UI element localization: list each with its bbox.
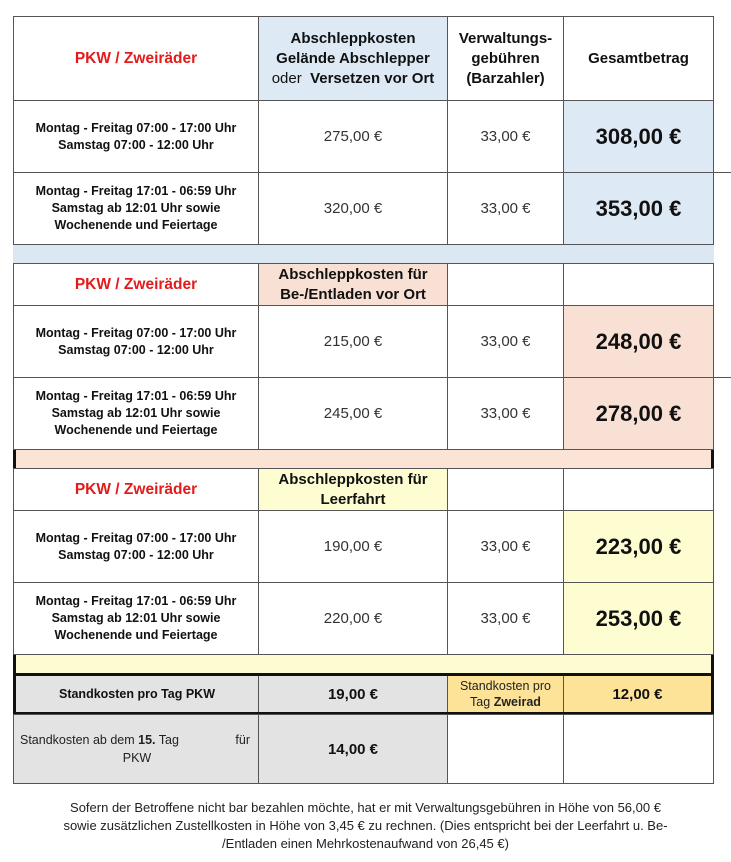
- footnote-line: Sofern der Betroffene nicht bar bezahlen möchte, hat er mit Verwaltungsgebühren in Höhe von 56,00 €: [70, 800, 661, 815]
- day15-line1: [20, 733, 252, 747]
- section1-row2-towing: 320,00 €: [258, 172, 448, 245]
- section2-row1-fee: 33,00 €: [447, 305, 564, 378]
- time-line: Samstag ab 12:01 Uhr sowie: [51, 611, 221, 625]
- time-line: Samstag ab 12:01 Uhr sowie: [51, 406, 221, 420]
- header-line: Abschleppkosten für: [278, 265, 428, 283]
- time-line: Wochenende und Feiertage: [54, 218, 218, 232]
- day15-bold: 15.: [138, 733, 156, 747]
- empty-cell: [563, 263, 714, 306]
- section-separator: [13, 450, 714, 468]
- header-line: (Barzahler): [466, 69, 545, 87]
- day15-prefix: Standkosten ab dem: [20, 733, 135, 747]
- section1-vehicle-label: PKW / Zweiräder: [13, 16, 259, 101]
- header-rest: Versetzen vor Ort: [310, 69, 435, 87]
- section3-row2-towing: 220,00 €: [258, 582, 448, 655]
- section2-row2-time: [13, 377, 259, 450]
- storage-pkw-value: 19,00 €: [259, 676, 447, 712]
- time-line: Samstag ab 12:01 Uhr sowie: [51, 201, 221, 215]
- section1-row2-fee: 33,00 €: [447, 172, 564, 245]
- section2-row1-towing: 215,00 €: [258, 305, 448, 378]
- storage-day15-value: 14,00 €: [258, 714, 448, 784]
- section2-row2-towing: 245,00 €: [258, 377, 448, 450]
- time-line: Samstag 07:00 - 12:00 Uhr: [58, 137, 214, 152]
- section1-row1-time: [13, 100, 259, 173]
- section1-row1-towing: 275,00 €: [258, 100, 448, 173]
- section3-row1-total: 223,00 €: [563, 510, 714, 583]
- header-line: Leerfahrt: [320, 490, 386, 508]
- time-line: Montag - Freitag 07:00 - 17:00 Uhr: [35, 325, 237, 340]
- time-line: Montag - Freitag 17:01 - 06:59 Uhr: [35, 184, 237, 198]
- section3-row1-time: [13, 510, 259, 583]
- header-line: Verwaltungs-: [458, 29, 553, 47]
- header-line: [272, 69, 435, 89]
- header-line: Gelände Abschlepper: [276, 49, 430, 67]
- header-line: gebühren: [471, 49, 540, 67]
- section-separator: [13, 245, 714, 263]
- label-bold: Zweirad: [493, 695, 541, 709]
- day15-suffix: Tag: [158, 733, 179, 747]
- time-line: Wochenende und Feiertage: [54, 423, 218, 437]
- divider: [714, 172, 731, 173]
- time-line: Samstag 07:00 - 12:00 Uhr: [58, 547, 214, 562]
- section3-row2-fee: 33,00 €: [447, 582, 564, 655]
- section3-row1-towing: 190,00 €: [258, 510, 448, 583]
- empty-cell: [563, 468, 714, 511]
- divider: [714, 377, 731, 378]
- footnote-line: sowie zusätzlichen Zustellkosten in Höhe von 3,45 € zu rechnen. (Dies entspricht bei der Leerfahrt u. Be-: [63, 818, 668, 833]
- time-line: Montag - Freitag 07:00 - 17:00 Uhr: [35, 530, 237, 545]
- section1-header-towing: [258, 16, 448, 101]
- section3-row1-fee: 33,00 €: [447, 510, 564, 583]
- section3-header-towing: [258, 468, 448, 511]
- section1-header-total: Gesamtbetrag: [563, 16, 714, 101]
- empty-cell: [447, 263, 564, 306]
- storage-zweirad-value: 12,00 €: [564, 676, 711, 712]
- time-line: Montag - Freitag 17:01 - 06:59 Uhr: [35, 389, 237, 403]
- footnote: [0, 799, 731, 853]
- section3-vehicle-label: PKW / Zweiräder: [13, 468, 259, 511]
- storage-pkw-label: Standkosten pro Tag PKW: [16, 676, 258, 712]
- label-line: Standkosten pro: [459, 679, 552, 693]
- footnote-line: /Entladen einen Mehrkostenaufwand von 26,45 €): [222, 836, 509, 851]
- section2-row2-total: 278,00 €: [563, 377, 714, 450]
- day15-fuer: für: [235, 733, 250, 747]
- header-prefix: oder: [271, 69, 302, 87]
- header-line: Be-/Entladen vor Ort: [280, 285, 426, 303]
- storage-zweirad-label: [448, 676, 563, 712]
- empty-cell: [447, 468, 564, 511]
- time-line: Montag - Freitag 07:00 - 17:00 Uhr: [35, 120, 237, 135]
- empty-cell: [563, 714, 714, 784]
- section2-vehicle-label: PKW / Zweiräder: [13, 263, 259, 306]
- section2-row1-total: 248,00 €: [563, 305, 714, 378]
- label-line: [470, 694, 541, 710]
- section1-row1-fee: 33,00 €: [447, 100, 564, 173]
- section1-row1-total: 308,00 €: [563, 100, 714, 173]
- time-line: Montag - Freitag 17:01 - 06:59 Uhr: [35, 594, 237, 608]
- section3-row2-total: 253,00 €: [563, 582, 714, 655]
- storage-day15-label: [13, 714, 259, 784]
- header-line: Abschleppkosten für: [278, 470, 428, 488]
- header-line: Abschleppkosten: [290, 29, 416, 47]
- empty-cell: [447, 714, 564, 784]
- section1-row2-time: [13, 172, 259, 245]
- time-line: Wochenende und Feiertage: [54, 628, 218, 642]
- section2-header-towing: [258, 263, 448, 306]
- label-prefix: Tag: [470, 695, 491, 709]
- section1-row2-total: 353,00 €: [563, 172, 714, 245]
- section-separator: [13, 655, 714, 673]
- section1-header-fee: [447, 16, 564, 101]
- section3-row2-time: [13, 582, 259, 655]
- time-line: Samstag 07:00 - 12:00 Uhr: [58, 342, 214, 357]
- section2-row2-fee: 33,00 €: [447, 377, 564, 450]
- section2-row1-time: [13, 305, 259, 378]
- day15-line2: PKW: [122, 751, 152, 765]
